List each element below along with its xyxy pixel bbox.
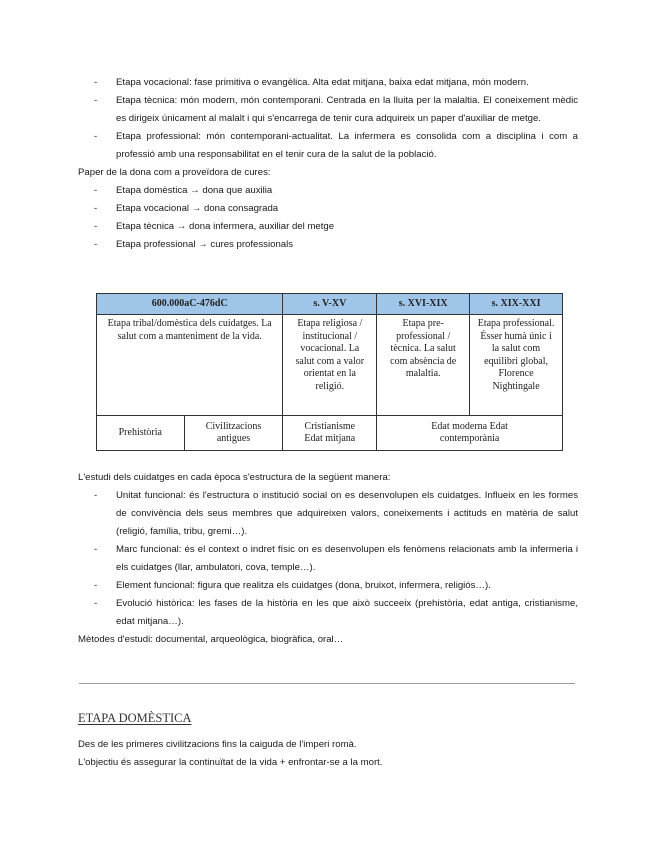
paper-title: Paper de la dona com a proveïdora de cures: — [78, 167, 271, 178]
list-item-text: Evolució històrica: les fases de la història en les que això succeeix (prehistòria, edat antiga, cristianisme, edat mitjana…). — [116, 598, 578, 627]
list-item — [78, 595, 578, 631]
etapes-list — [78, 74, 578, 254]
bullet-dash: - — [94, 185, 98, 196]
list-item-text: Etapa tècnica → dona infermera, auxiliar del metge — [116, 221, 335, 232]
list-item-text: Etapa vocacional → dona consagrada — [116, 203, 279, 214]
estudi-intro: L'estudi dels cuidatges en cada època s'estructura de la següent manera: — [78, 472, 391, 483]
list-item-text: Etapa professional: món contemporani-actualitat. La infermera es consolida com a disciplina i com a professió amb una responsabilitat en el tenir cura de la salut de la població. — [116, 131, 578, 160]
section-heading: ETAPA DOMÈSTICA — [78, 711, 192, 725]
table-cell: Etapa pre-professional / tècnica. La salut com absència de malaltia. — [377, 315, 470, 416]
bullet-dash: - — [94, 95, 98, 106]
list-item — [78, 182, 578, 200]
epochs-table — [96, 293, 563, 451]
bullet-dash: - — [94, 544, 98, 555]
horizontal-divider — [79, 683, 575, 684]
table-cell: Civilitzacions antigues — [184, 416, 283, 451]
list-item — [78, 128, 578, 164]
list-item — [78, 218, 578, 236]
list-item — [78, 74, 578, 92]
list-item — [78, 541, 578, 577]
table-cell: Etapa professional. Ésser humà únic i la salut com equilibri global, Florence Nightingale — [470, 315, 563, 416]
list-item-text: Etapa vocacional: fase primitiva o evangèlica. Alta edat mitjana, baixa edat mitjana, món modern. — [116, 77, 529, 88]
list-item-text: Etapa domèstica → dona que auxilia — [116, 185, 273, 196]
table-cell: Etapa tribal/domèstica dels cuidatges. La salut com a manteniment de la vida. — [97, 315, 283, 416]
list-item-text: Etapa tècnica: món modern, món contemporani. Centrada en la lluita per la malaltia. El coneixement mèdic es dirigeix únicament al malalt i qui s'encarrega de tenir cura adquireix un paper d'auxiliar de metge. — [116, 95, 578, 124]
list-item-text: Etapa professional → cures professionals — [116, 239, 294, 250]
list-item — [78, 200, 578, 218]
bullet-dash: - — [94, 131, 98, 142]
paragraph-line: Des de les primeres civilitzacions fins la caiguda de l'imperi romà. — [78, 739, 357, 750]
list-item — [78, 577, 578, 595]
table-cell: Prehistòria — [97, 416, 185, 451]
list-item — [78, 92, 578, 128]
bullet-dash: - — [94, 221, 98, 232]
bullet-dash: - — [94, 203, 98, 214]
table-header-row — [97, 294, 563, 315]
table-header-cell: s. XVI-XIX — [377, 294, 470, 315]
table-row — [97, 416, 563, 451]
list-item — [78, 236, 578, 254]
metodes-text: Mètodes d'estudi: documental, arqueològica, biogràfica, oral… — [78, 634, 344, 645]
table-header-cell: s. XIX-XXI — [470, 294, 563, 315]
list-item-text: Unitat funcional: és l'estructura o institució social on es desenvolupen els cuidatges. Influeix en les formes de convivència dels seus membres que adquireixen valors, coneixements i actituds en matèria de salut (religió, família, tribu, gremi…). — [116, 490, 578, 537]
table-header-cell: 600.000aC-476dC — [97, 294, 283, 315]
bullet-dash: - — [94, 580, 98, 591]
bullet-dash: - — [94, 598, 98, 609]
table-cell: Edat moderna Edat contemporània — [377, 416, 563, 451]
bullet-dash: - — [94, 490, 98, 501]
list-item-text: Element funcional: figura que realitza els cuidatges (dona, bruixot, infermera, religiós…). — [116, 580, 491, 591]
bullet-dash: - — [94, 77, 98, 88]
table-cell: Etapa religiosa / institucional / vocacional. La salut com a valor orientat en la religió. — [283, 315, 377, 416]
list-item-text: Marc funcional: és el context o indret físic on es desenvolupen els fenòmens relacionats amb la infermeria i els cuidatges (llar, ambulatori, cova, temple…). — [116, 544, 578, 573]
list-item — [78, 487, 578, 541]
table-row — [97, 315, 563, 416]
domestica-section — [78, 736, 578, 772]
bullet-dash: - — [94, 239, 98, 250]
table-header-cell: s. V-XV — [283, 294, 377, 315]
estudi-section — [78, 469, 578, 649]
table-cell: Cristianisme Edat mitjana — [283, 416, 377, 451]
paragraph-line: L'objectiu és assegurar la continuïtat de la vida + enfrontar-se a la mort. — [78, 757, 383, 768]
